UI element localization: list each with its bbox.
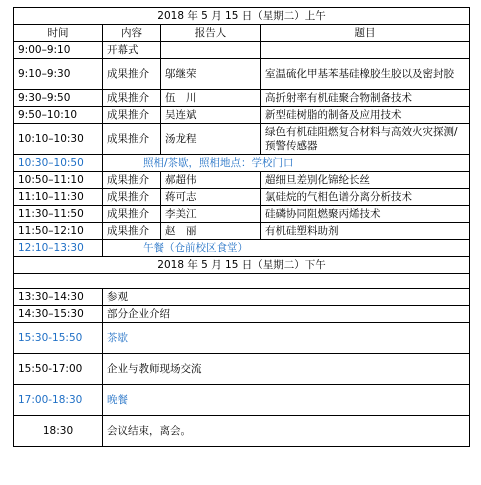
lunch-text: 午餐（仓前校区食堂）	[103, 240, 470, 257]
morning-header-row	[14, 8, 470, 25]
speaker-cell: 伍 川	[161, 90, 261, 107]
speaker-cell: 郝超伟	[161, 172, 261, 189]
content-cell: 成果推介	[103, 172, 161, 189]
content-cell: 成果推介	[103, 223, 161, 240]
table-row	[14, 90, 470, 107]
table-row	[14, 124, 470, 155]
content-cell: 开幕式	[103, 42, 161, 59]
time-cell: 10:30–10:50	[14, 155, 103, 172]
col-header-topic: 题目	[261, 25, 470, 42]
time-cell: 11:50–12:10	[14, 223, 103, 240]
col-header-speaker: 报告人	[161, 25, 261, 42]
table-row	[14, 42, 470, 59]
time-cell: 9:10–9:30	[14, 59, 103, 90]
afternoon-header-row	[14, 257, 470, 274]
table-row	[14, 59, 470, 90]
table-row	[14, 107, 470, 124]
activity-cell: 部分企业介绍	[103, 306, 470, 323]
activity-cell: 企业与教师现场交流	[103, 354, 470, 385]
break-photo-text: 照相/茶歇，照相地点：学校门口	[103, 155, 470, 172]
activity-cell: 茶歇	[103, 323, 470, 354]
table-row	[14, 306, 470, 323]
time-cell: 15:30-15:50	[14, 323, 103, 354]
content-cell: 成果推介	[103, 189, 161, 206]
table-row	[14, 223, 470, 240]
morning-header: 2018 年 5 月 15 日（星期二）上午	[14, 8, 470, 25]
topic-cell: 硅磷协同阻燃聚丙烯技术	[261, 206, 470, 223]
blank-cell	[14, 274, 470, 289]
activity-cell: 晚餐	[103, 385, 470, 416]
speaker-cell	[161, 42, 261, 59]
col-header-time: 时间	[14, 25, 103, 42]
topic-cell: 新型硅树脂的制备及应用技术	[261, 107, 470, 124]
table-row	[14, 385, 470, 416]
table-row	[14, 323, 470, 354]
speaker-cell: 汤龙程	[161, 124, 261, 155]
schedule-table	[13, 7, 470, 447]
speaker-cell: 蒋可志	[161, 189, 261, 206]
topic-cell: 高折射率有机硅聚合物制备技术	[261, 90, 470, 107]
time-cell: 11:30–11:50	[14, 206, 103, 223]
col-header-content: 内容	[103, 25, 161, 42]
time-cell: 9:50–10:10	[14, 107, 103, 124]
content-cell: 成果推介	[103, 107, 161, 124]
column-header-row	[14, 25, 470, 42]
time-cell: 18:30	[14, 416, 103, 447]
lunch-row	[14, 240, 470, 257]
content-cell: 成果推介	[103, 90, 161, 107]
topic-cell: 超细旦差别化锦纶长丝	[261, 172, 470, 189]
activity-cell: 参观	[103, 289, 470, 306]
table-row	[14, 416, 470, 447]
content-cell: 成果推介	[103, 124, 161, 155]
time-cell: 9:30–9:50	[14, 90, 103, 107]
speaker-cell: 李美江	[161, 206, 261, 223]
table-row	[14, 172, 470, 189]
activity-cell: 会议结束，离会。	[103, 416, 470, 447]
content-cell: 成果推介	[103, 206, 161, 223]
topic-cell: 有机硅塑料助剂	[261, 223, 470, 240]
time-cell: 12:10–13:30	[14, 240, 103, 257]
table-row	[14, 289, 470, 306]
table-row	[14, 354, 470, 385]
time-cell: 17:00-18:30	[14, 385, 103, 416]
time-cell: 14:30–15:30	[14, 306, 103, 323]
speaker-cell: 赵 丽	[161, 223, 261, 240]
time-cell: 13:30–14:30	[14, 289, 103, 306]
topic-cell: 室温硫化甲基苯基硅橡胶生胶以及密封胶	[261, 59, 470, 90]
time-cell: 10:50–11:10	[14, 172, 103, 189]
topic-cell	[261, 42, 470, 59]
speaker-cell: 邬继荣	[161, 59, 261, 90]
time-cell: 15:50-17:00	[14, 354, 103, 385]
time-cell: 11:10–11:30	[14, 189, 103, 206]
blank-row	[14, 274, 470, 289]
time-cell: 9:00–9:10	[14, 42, 103, 59]
time-cell: 10:10–10:30	[14, 124, 103, 155]
speaker-cell: 吴连斌	[161, 107, 261, 124]
table-row	[14, 206, 470, 223]
table-row	[14, 189, 470, 206]
content-cell: 成果推介	[103, 59, 161, 90]
afternoon-header: 2018 年 5 月 15 日（星期二）下午	[14, 257, 470, 274]
topic-cell: 绿色有机硅阻燃复合材料与高效火灾探测/预警传感器	[261, 124, 470, 155]
topic-cell: 氯硅烷的气相色谱分离分析技术	[261, 189, 470, 206]
break-photo-row	[14, 155, 470, 172]
